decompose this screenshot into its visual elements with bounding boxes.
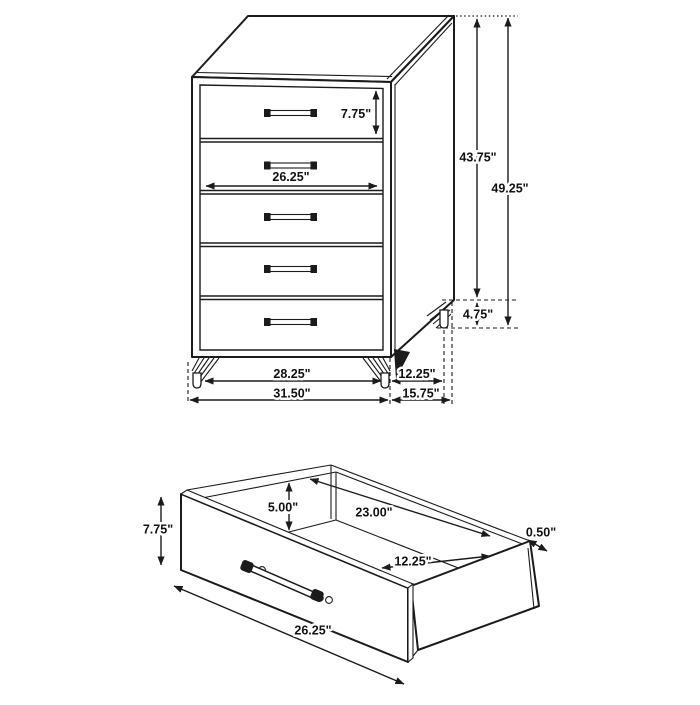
- handle-drawer-5: [264, 318, 317, 326]
- label-drawer-interior-width: 23.00": [355, 505, 393, 520]
- handle-drawer-3: [264, 213, 317, 221]
- label-front-leg-span: 28.25": [273, 367, 311, 381]
- label-case-height: 43.75": [459, 150, 497, 165]
- chest-figure: [192, 15, 454, 388]
- label-overall-width: 31.50": [273, 386, 311, 401]
- back-right-foot: [440, 310, 448, 328]
- label-drawer-interior-depth: 12.25": [394, 554, 432, 569]
- label-drawer-front-width: 26.25": [294, 623, 332, 638]
- front-right-foot: [381, 373, 389, 388]
- handle-drawer-1: [264, 109, 317, 117]
- label-drawer-width: 26.25": [272, 170, 310, 184]
- label-drawer-interior-height: 5.00": [267, 500, 299, 515]
- label-drawer-panel-thickness: 0.50": [525, 525, 557, 540]
- front-left-leg: [192, 358, 219, 388]
- dim-interior-width-arrow: [310, 479, 490, 536]
- label-side-leg-span: 12.25": [398, 367, 436, 381]
- handle-right-ring: [326, 597, 333, 604]
- handle-drawer-2: [264, 162, 317, 170]
- label-top-drawer-height: 7.75": [340, 107, 372, 121]
- label-drawer-front-height: 7.75": [142, 522, 174, 537]
- handle-drawer-4: [264, 265, 317, 273]
- panel-right-band: [408, 584, 413, 662]
- front-left-foot: [193, 373, 201, 388]
- label-leg-height: 4.75": [462, 307, 494, 322]
- label-overall-height: 49.25": [491, 181, 529, 196]
- label-overall-depth: 15.75": [402, 386, 440, 401]
